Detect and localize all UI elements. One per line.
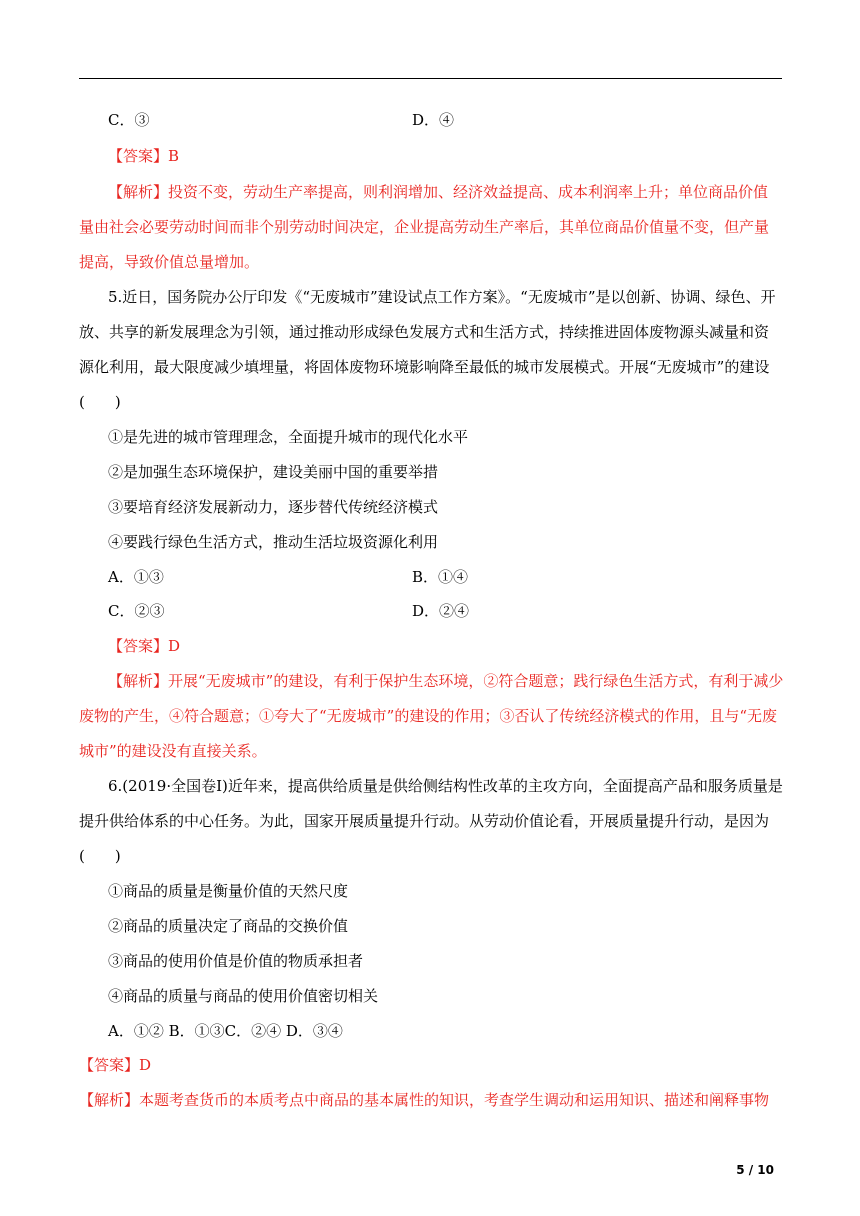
q4-answer: 【答案】B [108, 147, 180, 165]
q5-option-c: C．②③ [108, 602, 165, 620]
q5-option-b: B．①④ [412, 568, 469, 586]
q6-statement-2: ②商品的质量决定了商品的交换价值 [108, 917, 349, 935]
q6-statement-1: ①商品的质量是衡量价值的天然尺度 [108, 882, 349, 900]
q6-stem-line-2: 提升供给体系的中心任务。为此，国家开展质量提升行动。从劳动价值论看，开展质量提升行动，是因为 [79, 812, 770, 830]
q5-statement-2: ②是加强生态环境保护，建设美丽中国的重要举措 [108, 463, 439, 481]
q4-option-d: D．④ [412, 111, 455, 129]
q6-options: A．①② B．①③C．②④ D．③④ [108, 1022, 343, 1040]
q5-analysis-line-1: 【解析】开展“无废城市”的建设，有利于保护生态环境，②符合题意；践行绿色生活方式，有利于减少 [108, 672, 784, 690]
q5-option-d: D．②④ [412, 602, 470, 620]
q4-analysis-line-3: 提高，导致价值总量增加。 [79, 253, 260, 271]
q6-stem-line-1: 6.(2019·全国卷Ⅰ)近年来，提高供给质量是供给侧结构性改革的主攻方向，全面提高产品和服务质量是 [108, 777, 783, 795]
q5-statement-3: ③要培育经济发展新动力，逐步替代传统经济模式 [108, 498, 439, 516]
q5-analysis-line-3: 城市”的建设没有直接关系。 [79, 742, 267, 760]
q6-statement-4: ④商品的质量与商品的使用价值密切相关 [108, 987, 379, 1005]
q5-statement-4: ④要践行绿色生活方式，推动生活垃圾资源化利用 [108, 533, 439, 551]
q5-stem-line-1: 5.近日，国务院办公厅印发《“无废城市”建设试点工作方案》。“无废城市”是以创新、协调、绿色、开 [108, 288, 776, 306]
q6-analysis-line-1: 【解析】本题考查货币的本质考点中商品的基本属性的知识，考查学生调动和运用知识、描述和阐释事物 [79, 1091, 770, 1109]
q5-option-a: A．①③ [108, 568, 164, 586]
q6-answer: 【答案】D [79, 1056, 152, 1074]
q5-stem-blank: ( ) [79, 393, 121, 411]
q5-statement-1: ①是先进的城市管理理念，全面提升城市的现代化水平 [108, 428, 469, 446]
q4-analysis-line-1: 【解析】投资不变，劳动生产率提高，则利润增加、经济效益提高、成本利润率上升；单位商品价值 [108, 183, 769, 201]
q4-analysis-line-2: 量由社会必要劳动时间而非个别劳动时间决定，企业提高劳动生产率后，其单位商品价值量不变，但产量 [79, 218, 770, 236]
q6-statement-3: ③商品的使用价值是价值的物质承担者 [108, 952, 364, 970]
q5-stem-line-3: 源化利用，最大限度减少填埋量，将固体废物环境影响降至最低的城市发展模式。开展“无废城市”的建设 [79, 358, 770, 376]
header-rule [79, 78, 782, 79]
q5-stem-line-2: 放、共享的新发展理念为引领，通过推动形成绿色发展方式和生活方式，持续推进固体废物源头减量和资 [79, 323, 770, 341]
q6-stem-blank: ( ) [79, 847, 121, 865]
q4-option-c: C．③ [108, 111, 150, 129]
q5-analysis-line-2: 废物的产生，④符合题意；①夸大了“无废城市”的建设的作用；③否认了传统经济模式的作用，且与“无废 [79, 707, 778, 725]
q5-answer: 【答案】D [108, 637, 181, 655]
page-number: 5 / 10 [736, 1163, 774, 1177]
